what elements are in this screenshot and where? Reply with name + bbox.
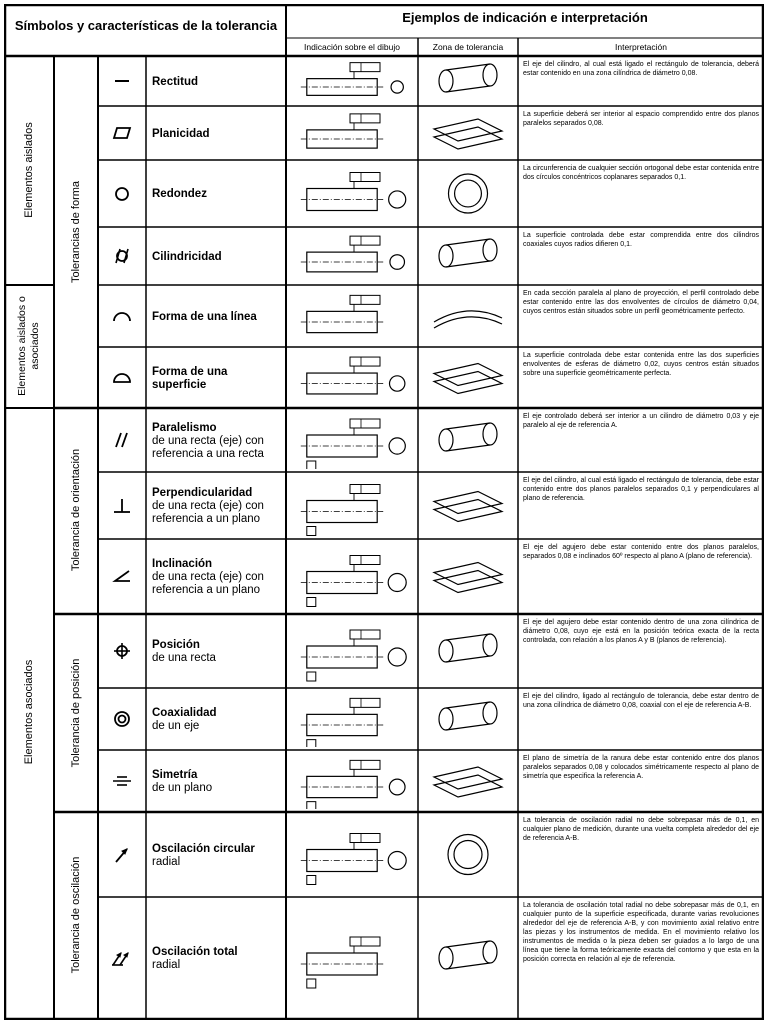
tolerance-zone-illustration — [420, 900, 516, 1021]
angularity-icon — [99, 539, 145, 614]
characteristic-name — [152, 112, 284, 156]
interpretation-text: La tolerancia de oscilación radial no debe sobrepasar más de 0,1, en cualquier plano de medición, durante una vuelta completa alrededor del eje de referencia A-B. — [523, 817, 759, 842]
tolerance-zone-illustration — [420, 350, 516, 410]
tolerance-zone-illustration — [420, 163, 516, 229]
group-aislados: Elementos aislados — [23, 122, 35, 218]
circularity-icon — [99, 160, 145, 227]
subgroup-orientacion: Tolerancia de orientación — [70, 448, 82, 572]
tolerance-zone-illustration — [420, 475, 516, 541]
characteristic-name — [152, 62, 284, 102]
parallelism-icon — [99, 408, 145, 472]
subgroup-posicion: Tolerancia de posición — [70, 658, 82, 768]
drawing-indication — [288, 617, 416, 690]
drawing-indication — [288, 59, 416, 108]
perpendicularity-icon — [99, 472, 145, 539]
drawing-indication — [288, 815, 416, 899]
characteristic-title: Posición — [152, 639, 200, 651]
characteristic-name — [152, 756, 284, 808]
characteristic-title: Forma de una superficie — [152, 365, 228, 391]
drawing-indication — [288, 230, 416, 287]
tolerance-zone-illustration — [420, 617, 516, 690]
tolerance-zone-illustration — [420, 230, 516, 287]
tolerance-zone-illustration — [420, 815, 516, 899]
characteristic-name — [152, 291, 284, 343]
flatness-icon — [99, 106, 145, 160]
characteristic-name — [152, 903, 284, 1015]
symmetry-icon — [99, 750, 145, 812]
characteristic-subtitle: de un plano — [152, 782, 213, 794]
cylindricity-icon — [99, 227, 145, 285]
characteristic-name — [152, 545, 284, 610]
tolerance-zone-illustration — [420, 753, 516, 814]
drawing-indication — [288, 350, 416, 410]
characteristic-title: Rectitud — [152, 75, 198, 88]
characteristic-title: Planicidad — [152, 127, 210, 140]
characteristic-title: Inclinación — [152, 558, 213, 570]
drawing-indication — [288, 411, 416, 474]
drawing-indication — [288, 542, 416, 616]
subgroup-forma: Tolerancias de forma — [70, 180, 82, 284]
subgroup-oscilacion: Tolerancia de oscilación — [70, 856, 82, 974]
interpretation-text: El eje del cilindro, al cual está ligado el rectángulo de tolerancia, deberá estar contenido en una zona cilíndrica de diámetro 0,08. — [523, 61, 759, 77]
drawing-indication — [288, 163, 416, 229]
header-left: Símbolos y características de la tolerancia — [14, 18, 278, 33]
tolerance-zone-illustration — [420, 59, 516, 108]
characteristic-title: Oscilación total — [152, 946, 238, 958]
interpretation-text: El eje del cilindro, ligado al rectángulo de tolerancia, debe estar dentro de una zona cilíndrica de diámetro 0,08, coaxial con el eje de referencia A-B. — [523, 693, 759, 709]
position-icon — [99, 614, 145, 688]
characteristic-subtitle: de un eje — [152, 720, 200, 732]
drawing-indication — [288, 288, 416, 349]
drawing-indication — [288, 475, 416, 541]
characteristic-name — [152, 233, 284, 281]
tolerance-zone-illustration — [420, 411, 516, 474]
drawing-indication — [288, 109, 416, 162]
line-profile-icon — [99, 285, 145, 347]
characteristic-title: Forma de una línea — [152, 310, 257, 323]
characteristic-title: Simetría — [152, 769, 198, 781]
interpretation-text: La superficie controlada debe estar comprendida entre dos cilindros coaxiales cuyos radios difieren 0,1. — [523, 232, 759, 248]
characteristic-title: Oscilación circular — [152, 842, 255, 855]
header-right: Ejemplos de indicación e interpretación — [402, 10, 648, 25]
interpretation-text: El eje del agujero debe estar contenido entre dos planos paralelos, separados 0,08 e inclinados 60º respecto al plano A (plano de referencia). — [523, 544, 759, 560]
concentricity-icon — [99, 688, 145, 750]
characteristic-title: Redondez — [152, 188, 207, 200]
characteristic-title: Paralelismo — [152, 421, 217, 434]
characteristic-subtitle: de una recta (eje) con referencia a un plano — [152, 571, 264, 596]
group-asociados: Elementos asociados — [23, 659, 35, 765]
interpretation-text: El eje del agujero debe estar contenido dentro de una zona cilíndrica de diámetro 0,08, cuyo eje está en la posición teórica exacta de la recta controlada, con relación a los planos A y B (planos de referencia). — [523, 619, 759, 644]
characteristic-title: Perpendicularidad — [152, 487, 253, 499]
characteristic-subtitle: de una recta (eje) con referencia a una recta — [152, 434, 264, 460]
tolerance-table — [4, 4, 764, 1020]
interpretation-text: La superficie controlada debe estar contenida entre las dos superficies envolventes de esferas de diámetro 0,02, cuyos centros están situados sobre una superficie geométricamente perfecta. — [523, 352, 759, 377]
drawing-indication — [288, 691, 416, 752]
straightness-icon — [99, 56, 145, 106]
characteristic-subtitle: de una recta — [152, 652, 216, 664]
characteristic-title: Cilindricidad — [152, 250, 222, 263]
characteristic-name — [152, 353, 284, 404]
circular-runout-icon — [99, 812, 145, 897]
interpretation-text: La circunferencia de cualquier sección ortogonal debe estar contenida entre dos círculos concéntricos coplanares separados 0,1. — [523, 165, 759, 181]
characteristic-subtitle: de una recta (eje) con referencia a un plano — [152, 500, 264, 525]
col-zona: Zona de tolerancia — [432, 42, 504, 52]
characteristic-name — [152, 414, 284, 468]
tolerance-zone-illustration — [420, 542, 516, 616]
tolerance-zone-illustration — [420, 109, 516, 162]
interpretation-text: La tolerancia de oscilación total radial no debe sobrepasar más de 0,1, en cualquier punto de la superficie especificada, durante varias revoluciones alrededor del eje de referencia A-B, y con movimiento axial relativo entre las piezas y los instrumentos de medida. En el movimiento relativo los instrumentos de medida o la pieza deben ser guiados a lo largo de una línea que tiene la forma teóricamente exacta del contorno y que esta en la posición correcta en relación al eje de referencia. — [523, 902, 759, 963]
interpretation-text: El eje controlado deberá ser interior a un cilindro de diámetro 0,03 y eje paralelo al eje de referencia A. — [523, 413, 759, 429]
tolerance-zone-illustration — [420, 288, 516, 349]
characteristic-subtitle: radial — [152, 855, 181, 868]
characteristic-name — [152, 166, 284, 223]
characteristic-title: Coaxialidad — [152, 707, 217, 719]
characteristic-name — [152, 620, 284, 684]
surface-profile-icon — [99, 347, 145, 408]
total-runout-icon — [99, 897, 145, 1019]
characteristic-name — [152, 478, 284, 535]
col-indicacion: Indicación sobre el dibujo — [304, 42, 400, 52]
characteristic-name — [152, 818, 284, 893]
drawing-indication — [288, 753, 416, 814]
interpretation-text: En cada sección paralela al plano de proyección, el perfil controlado debe estar contenido entre las dos envolventes de círculos de diámetro 0,04, cuyos centros están situados sobre un perfil geométricamente perfecto. — [523, 290, 759, 315]
tolerance-zone-illustration — [420, 691, 516, 752]
characteristic-subtitle: radial — [152, 959, 181, 971]
interpretation-text: La superficie deberá ser interior al espacio comprendido entre dos planos paralelos separados 0,08. — [523, 111, 759, 127]
interpretation-text: El eje del cilindro, al cual está ligado el rectángulo de tolerancia, debe estar contenido entre dos planos paralelos separados 0,1 y perpendiculares al plano de referencia. — [523, 477, 759, 502]
group-aislados-asociados: Elementos aislados o asociados — [16, 296, 41, 396]
col-interpretacion: Interpretación — [615, 42, 667, 52]
characteristic-name — [152, 694, 284, 746]
drawing-indication — [288, 900, 416, 1021]
interpretation-text: El plano de simetría de la ranura debe estar contenido entre dos planos paralelos separados 0,08 y colocados simétricamente respecto al plano de simetría que especifica la referencia A. — [523, 755, 759, 780]
